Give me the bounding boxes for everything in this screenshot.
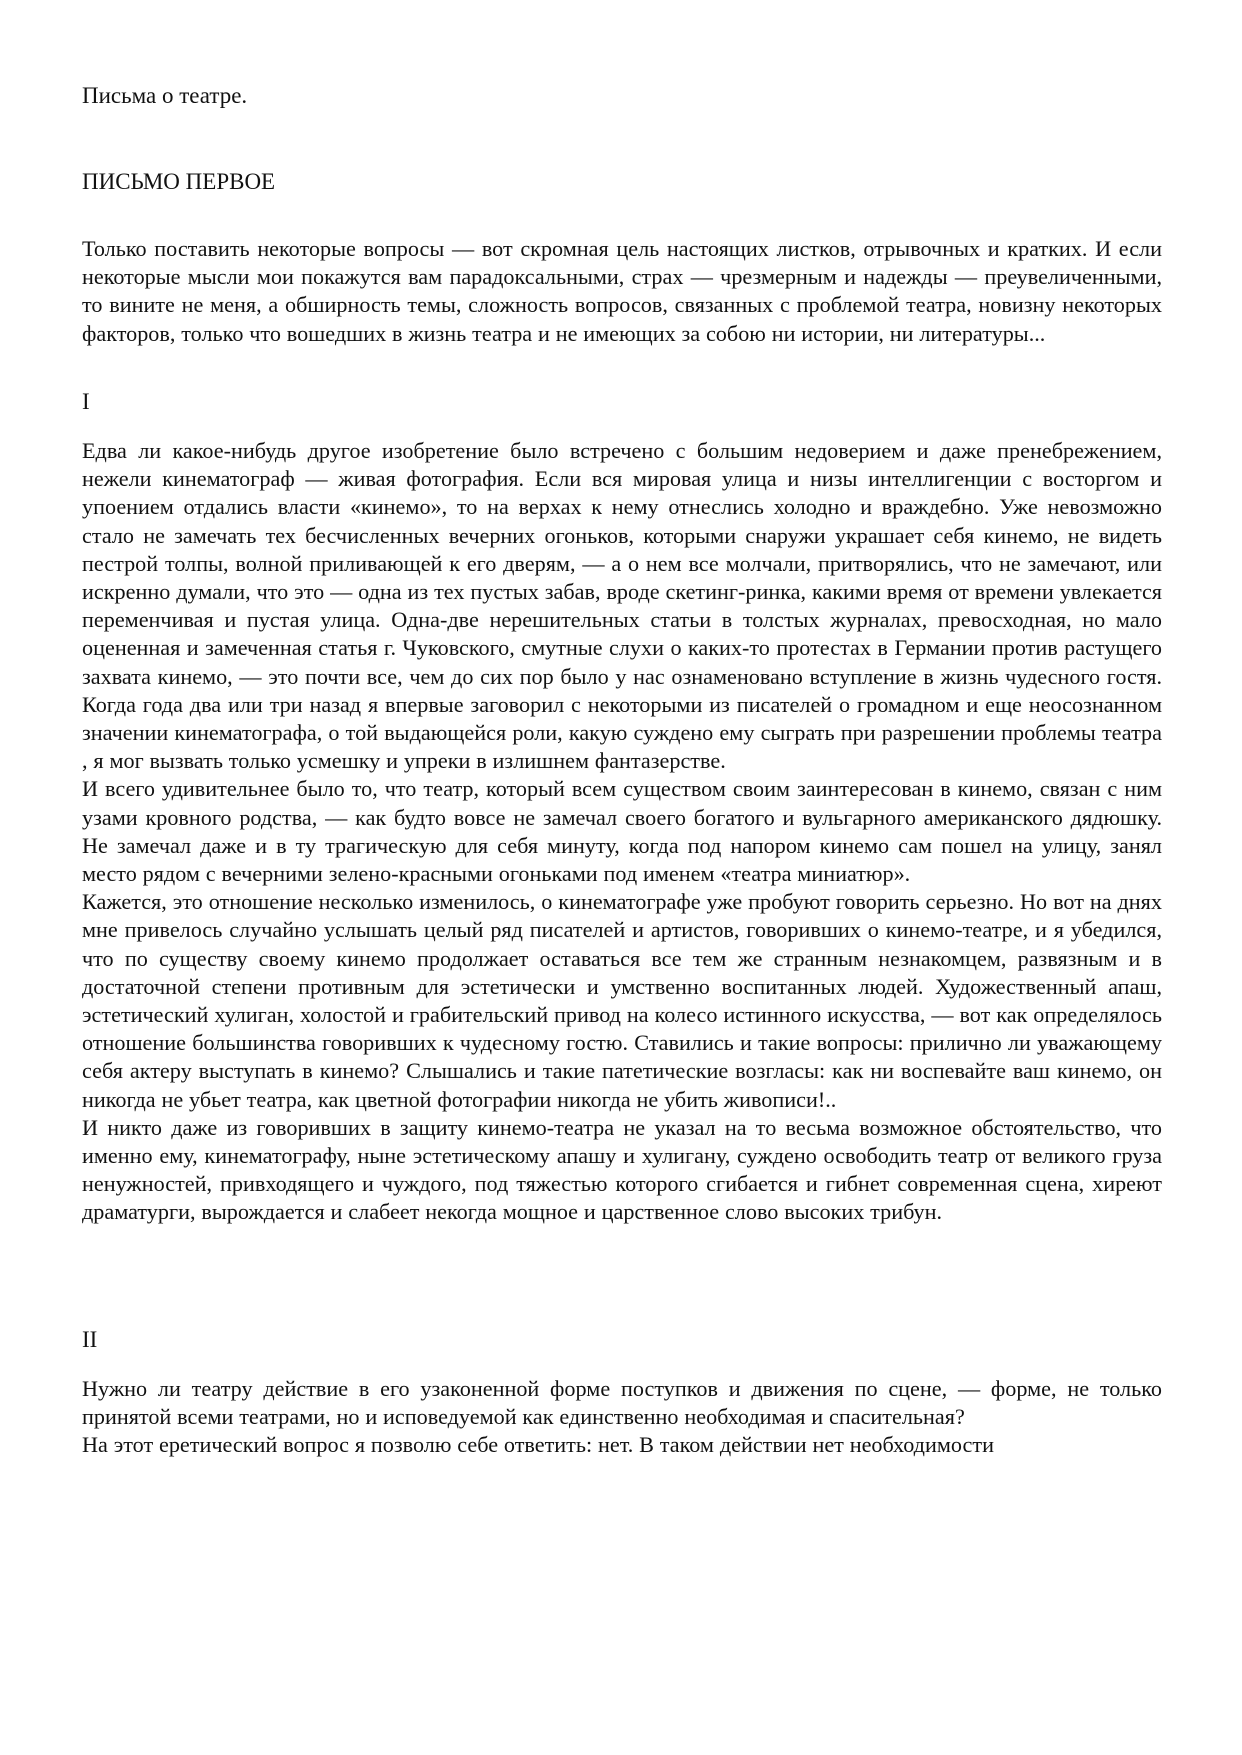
section-number-1: I bbox=[82, 389, 90, 414]
intro-paragraph: Только поставить некоторые вопросы — вот скромная цель настоящих листков, отрывочных и кратких. И если некоторые мысли мои покажутся вам парадоксальными, страх — чрезмерным и надежды — преувеличенными, то вините не меня, а обширность темы, сложность вопросов, связанных с проблемой театра, новизну некоторых факторов, только что вошедших в жизнь театра и не имеющих за собою ни истории, ни литературы... bbox=[82, 236, 1162, 346]
document-title: Письма о театре. bbox=[82, 83, 248, 108]
section-2-paragraph-1: Нужно ли театру действие в его узаконенной форме поступков и движения по сцене, — форме, не только принятой всеми театрами, но и исповедуемой как единственно необходимая и спасительная? bbox=[82, 1376, 1162, 1430]
intro-block bbox=[82, 235, 1162, 348]
section-2-paragraph-2: На этот еретический вопрос я позволю себе ответить: нет. В таком действии нет необходимости bbox=[82, 1432, 994, 1458]
section-2-body bbox=[82, 1375, 1162, 1460]
section-1-body bbox=[82, 437, 1162, 1227]
section-1-paragraph-4: И никто даже из говоривших в защиту кинемо-театра не указал на то весьма возможное обстоятельство, что именно ему, кинематографу, ныне эстетическому апашу и хулигану, суждено освободить театр от великого груза ненужностей, привходящего и чуждого, под тяжестью которого сгибается и гибнет современная сцена, хиреют драматурги, вырождается и слабеет некогда мощное и царственное слово высоких трибун. bbox=[82, 1114, 1162, 1225]
section-1-paragraph-3: Кажется, это отношение несколько изменилось, о кинематографе уже пробуют говорить серьезно. Но вот на днях мне привелось случайно услышать целый ряд писателей и артистов, говоривших о кинемо-театре, и я убедился, что по существу своему кинемо продолжает оставаться все тем же странным незнакомцем, развязным и в достаточной степени противным для эстетически и умственно воспитанных людей. Художественный апаш, эстетический хулиган, холостой и грабительский привод на колесо истинного искусства, — вот как определялось отношение большинства говоривших к чудесному гостю. Ставились и такие вопросы: прилично ли уважающему себя актеру выступать в кинемо? Слышались и такие патетические возгласы: как ни воспевайте ваш кинемо, он никогда не убьет театра, как цветной фотографии никогда не убить живописи!.. bbox=[82, 889, 1162, 1112]
letter-title: ПИСЬМО ПЕРВОЕ bbox=[82, 169, 276, 194]
section-number-2: II bbox=[82, 1327, 98, 1352]
section-1-paragraph-1: Едва ли какое-нибудь другое изобретение было встречено с большим недоверием и даже пренебрежением, нежели кинематограф — живая фотография. Если вся мировая улица и низы интеллигенции с восторгом и упоением отдались власти «кинемо», то на верхах к нему отнеслись холодно и враждебно. Уже невозможно стало не замечать тех бесчисленных вечерних огоньков, которыми снаружи украшает себя кинемо, не видеть пестрой толпы, волной приливающей к его дверям, — а о нем все молчали, притворялись, что не замечают, или искренно думали, что это — одна из тех пустых забав, вроде скетинг-ринка, какими время от времени увлекается переменчивая и пустая улица. Одна-две нерешительных статьи в толстых журналах, превосходная, но мало оцененная и замеченная статья г. Чуковского, смутные слухи о каких-то протестах в Германии против растущего захвата кинемо, — это почти все, чем до сих пор было у нас ознаменовано вступление в жизнь чудесного гостя. Когда года два или три назад я впервые заговорил с некоторыми из писателей о громадном и еще неосознанном значении кинематографа, о той выдающейся роли, какую суждено ему сыграть при разрешении проблемы театра , я мог вызвать только усмешку и упреки в излишнем фантазерстве. bbox=[82, 438, 1162, 774]
section-1-paragraph-2: И всего удивительнее было то, что театр, который всем существом своим заинтересован в кинемо, связан с ним узами кровного родства, — как будто вовсе не замечал своего богатого и вульгарного американского дядюшку. Не замечал даже и в ту трагическую для себя минуту, когда под напором кинемо сам пошел на улицу, занял место рядом с вечерними зелено-красными огоньками под именем «театра миниатюр». bbox=[82, 776, 1162, 887]
